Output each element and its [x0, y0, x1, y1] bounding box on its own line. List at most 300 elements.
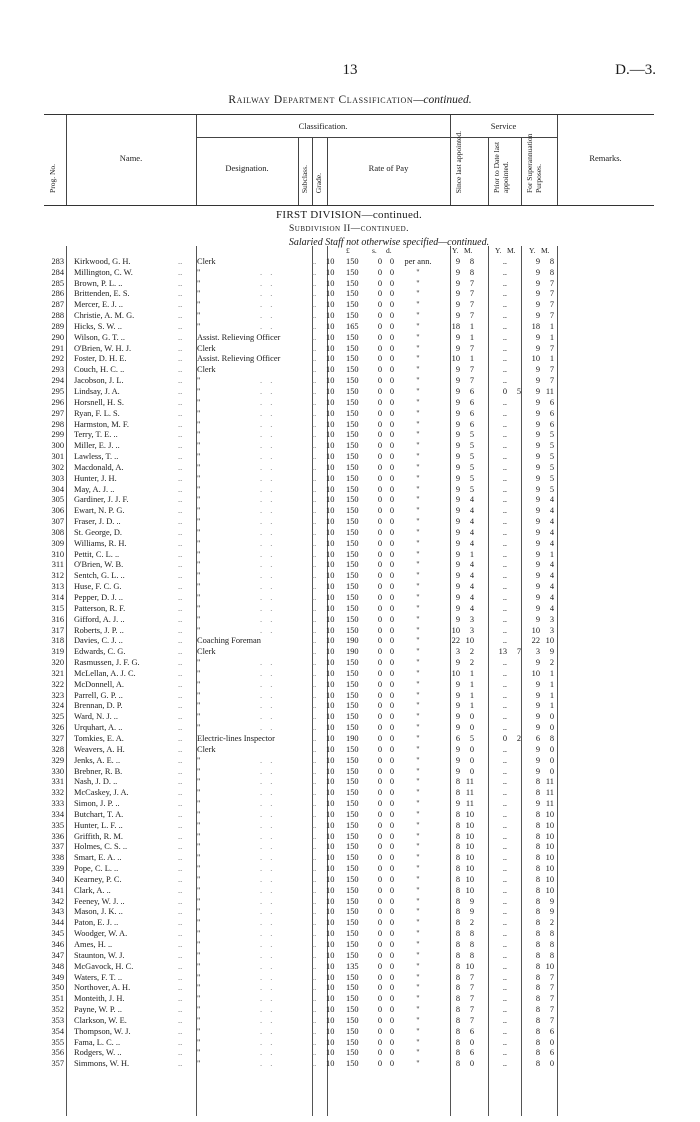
leader-dots: . .: [260, 386, 276, 396]
since-years-cell: 9: [455, 614, 460, 624]
super-months-cell: 5: [549, 452, 554, 462]
leader-dots: ..: [178, 636, 183, 646]
leader-dots: . .: [260, 961, 276, 971]
prog-no-cell: 294: [51, 376, 64, 386]
since-months-cell: 2: [469, 918, 474, 928]
grade-cell: 10: [326, 614, 335, 624]
name-cell: Mason, J. K. ..: [74, 907, 123, 917]
prior-years-cell: ..: [502, 918, 507, 928]
pay-period-cell: per ann.: [404, 256, 432, 266]
since-years-cell: 9: [455, 267, 460, 277]
super-months-cell: 2: [549, 658, 554, 668]
name-cell: Terry, T. E. ..: [74, 430, 118, 440]
pay-pounds-cell: 150: [346, 311, 359, 321]
prog-no-cell: 315: [51, 603, 64, 613]
grade-cell: 10: [326, 441, 335, 451]
since-months-cell: 1: [469, 668, 474, 678]
since-months-cell: 10: [465, 853, 474, 863]
pay-period-cell: ": [416, 723, 420, 733]
pay-period-cell: ": [416, 831, 420, 841]
pay-pence-cell: 0: [389, 820, 394, 830]
since-years-cell: 8: [455, 809, 460, 819]
prior-years-cell: ..: [502, 972, 507, 982]
pay-pounds-cell: 150: [346, 593, 359, 602]
leader-dots: ..: [312, 289, 317, 299]
since-months-cell: 0: [469, 755, 474, 765]
grade-cell: 10: [326, 593, 335, 602]
super-years-cell: 8: [535, 918, 540, 928]
pay-shillings-cell: 0: [377, 603, 382, 613]
prog-no-cell: 343: [51, 907, 64, 917]
prior-years-cell: ..: [502, 473, 507, 483]
leader-dots: ..: [178, 1005, 183, 1015]
pay-pence-cell: 0: [389, 853, 394, 863]
since-years-cell: 8: [455, 907, 460, 917]
super-months-cell: 10: [545, 853, 554, 863]
super-years-cell: 9: [535, 408, 540, 418]
super-years-cell: 9: [535, 538, 540, 548]
pay-shillings-cell: 0: [377, 506, 382, 516]
pay-pounds-cell: 150: [346, 430, 359, 440]
super-years-cell: 9: [535, 473, 540, 483]
super-years-cell: 8: [535, 842, 540, 852]
leader-dots: ..: [312, 940, 317, 949]
super-years-cell: 8: [535, 983, 540, 993]
designation-cell: ": [197, 614, 201, 624]
prior-years-cell: ..: [502, 679, 507, 689]
pay-pounds-cell: 150: [346, 701, 359, 711]
since-months-cell: 1: [469, 321, 474, 331]
pay-pence-cell: 0: [389, 484, 394, 494]
pay-shillings-cell: 0: [377, 744, 382, 754]
page-number: 13: [342, 62, 358, 78]
leader-dots: ..: [178, 885, 183, 895]
pay-pence-cell: 0: [389, 983, 394, 993]
designation-cell: ": [197, 820, 201, 830]
table-row: [44, 951, 664, 962]
name-cell: Edwards, C. G.: [74, 647, 126, 657]
super-years-cell: 8: [535, 1015, 540, 1025]
leader-dots: ..: [312, 278, 317, 288]
prior-years-cell: ..: [502, 593, 507, 602]
leader-dots: . .: [260, 1037, 276, 1047]
super-years-cell: 9: [535, 495, 540, 505]
grade-cell: 10: [326, 668, 335, 678]
since-years-cell: 9: [455, 441, 460, 451]
since-years-cell: 9: [455, 289, 460, 299]
super-months-cell: 7: [549, 994, 554, 1004]
pay-pence-cell: 0: [389, 961, 394, 971]
table-row: [44, 333, 664, 344]
leader-dots: ..: [312, 517, 317, 527]
prior-years-cell: ..: [502, 809, 507, 819]
table-row: [44, 756, 664, 767]
prior-years-cell: ..: [502, 267, 507, 277]
prior-years-cell: ..: [502, 766, 507, 776]
name-cell: McLellan, A. J. C.: [74, 668, 136, 678]
pay-shillings-cell: 0: [377, 896, 382, 906]
leader-dots: ..: [312, 354, 317, 364]
designation-cell: ": [197, 571, 201, 581]
pay-pounds-cell: 150: [346, 972, 359, 982]
prior-years-cell: ..: [502, 311, 507, 321]
prog-no-cell: 331: [51, 777, 64, 787]
grade-cell: 10: [326, 723, 335, 733]
table-row: [44, 940, 664, 951]
leader-dots: ..: [178, 972, 183, 982]
pay-pounds-cell: 150: [346, 332, 359, 342]
pay-pence-cell: 0: [389, 593, 394, 602]
leader-dots: . .: [260, 452, 276, 462]
prog-no-cell: 338: [51, 853, 64, 863]
prog-no-cell: 290: [51, 332, 64, 342]
super-months-cell: 10: [545, 842, 554, 852]
pay-shillings-cell: 0: [377, 625, 382, 635]
since-years-cell: 9: [455, 452, 460, 462]
name-cell: Lawless, T. ..: [74, 452, 119, 462]
pay-period-cell: ": [416, 853, 420, 863]
since-years-cell: 9: [455, 419, 460, 429]
leader-dots: ..: [178, 538, 183, 548]
since-years-cell: 18: [451, 321, 460, 331]
table-row: [44, 777, 664, 788]
super-years-cell: 9: [535, 376, 540, 386]
name-cell: Brittenden, E. S.: [74, 289, 130, 299]
pay-pounds-cell: 150: [346, 473, 359, 483]
leader-dots: ..: [178, 560, 183, 570]
super-months-cell: 7: [549, 972, 554, 982]
table-row: [44, 994, 664, 1005]
super-years-cell: 8: [535, 1005, 540, 1015]
pay-shillings-cell: 0: [377, 929, 382, 939]
prior-years-cell: ..: [502, 929, 507, 939]
super-months-cell: 6: [549, 1048, 554, 1058]
super-years-cell: 8: [535, 1048, 540, 1058]
pay-pence-cell: 0: [389, 397, 394, 407]
prior-years-cell: ..: [502, 441, 507, 451]
grade-cell: 10: [326, 506, 335, 516]
grade-cell: 10: [326, 1005, 335, 1015]
grade-cell: 10: [326, 289, 335, 299]
pay-period-cell: ": [416, 799, 420, 809]
leader-dots: . .: [260, 940, 276, 949]
super-months-cell: 7: [549, 1005, 554, 1015]
pay-shillings-cell: 0: [377, 311, 382, 321]
pay-period-cell: ": [416, 1005, 420, 1015]
prior-years-cell: ..: [502, 874, 507, 884]
prior-years-cell: ..: [502, 864, 507, 874]
pay-pounds-cell: 150: [346, 809, 359, 819]
super-years-cell: 9: [535, 419, 540, 429]
prog-no-cell: 348: [51, 961, 64, 971]
pay-shillings-cell: 0: [377, 614, 382, 624]
leader-dots: ..: [178, 896, 183, 906]
super-years-cell: 10: [531, 625, 540, 635]
since-months-cell: 8: [469, 929, 474, 939]
designation-cell: ": [197, 408, 201, 418]
pay-period-cell: ": [416, 940, 420, 949]
pay-shillings-cell: 0: [377, 256, 382, 266]
pay-shillings-cell: 0: [377, 972, 382, 982]
leader-dots: ..: [312, 950, 317, 960]
prog-no-cell: 302: [51, 462, 64, 472]
prior-years-cell: ..: [502, 1026, 507, 1036]
super-years-cell: 8: [535, 994, 540, 1004]
pay-pounds-cell: 150: [346, 495, 359, 505]
designation-cell: ": [197, 582, 201, 592]
prior-months-cell: 2: [516, 733, 521, 743]
table-row: [44, 485, 664, 496]
leader-dots: ..: [178, 593, 183, 602]
pay-pence-cell: 0: [389, 940, 394, 949]
leader-dots: ..: [312, 799, 317, 809]
designation-cell: Clerk: [197, 744, 216, 754]
name-cell: Nash, J. D. ..: [74, 777, 118, 787]
prior-years-cell: ..: [502, 744, 507, 754]
table-row: [44, 669, 664, 680]
super-years-cell: 9: [535, 723, 540, 733]
leader-dots: ..: [312, 809, 317, 819]
since-months-cell: 4: [469, 495, 474, 505]
table-row: [44, 560, 664, 571]
prior-years-cell: ..: [502, 820, 507, 830]
since-last-appointed-header: Since last appointed.: [454, 130, 463, 193]
leader-dots: ..: [312, 452, 317, 462]
super-years-cell: 9: [535, 582, 540, 592]
table-row: [44, 907, 664, 918]
prior-years-cell: ..: [502, 462, 507, 472]
pay-pence-cell: 0: [389, 321, 394, 331]
leader-dots: ..: [178, 397, 183, 407]
since-years-cell: 8: [455, 820, 460, 830]
prior-years-cell: ..: [502, 1005, 507, 1015]
name-cell: Clark, A. ..: [74, 885, 111, 895]
name-cell: Thompson, W. J.: [74, 1026, 131, 1036]
prog-no-cell: 306: [51, 506, 64, 516]
leader-dots: ..: [312, 733, 317, 743]
leader-dots: ..: [312, 788, 317, 798]
pay-shillings-cell: 0: [377, 864, 382, 874]
leader-dots: ..: [178, 712, 183, 722]
table-row: [44, 1059, 664, 1070]
pay-period-cell: ": [416, 983, 420, 993]
pay-pence-cell: 0: [389, 517, 394, 527]
leader-dots: ..: [312, 593, 317, 602]
pay-pounds-cell: 150: [346, 386, 359, 396]
super-years-cell: 9: [535, 549, 540, 559]
leader-dots: ..: [178, 614, 183, 624]
grade-cell: 10: [326, 788, 335, 798]
since-years-cell: 8: [455, 983, 460, 993]
table-row: [44, 973, 664, 984]
leader-dots: . .: [260, 473, 276, 483]
super-months-cell: 10: [545, 885, 554, 895]
prog-no-cell: 310: [51, 549, 64, 559]
grade-cell: 10: [326, 571, 335, 581]
since-months-cell: 10: [465, 961, 474, 971]
designation-cell: Clerk: [197, 647, 216, 657]
since-months-cell: 7: [469, 994, 474, 1004]
table-row: [44, 593, 664, 604]
pay-pounds-cell: 150: [346, 712, 359, 722]
pay-period-cell: ": [416, 820, 420, 830]
leader-dots: ..: [178, 907, 183, 917]
pay-shillings-cell: 0: [377, 462, 382, 472]
name-cell: Lindsay, J. A.: [74, 386, 120, 396]
designation-cell: ": [197, 788, 201, 798]
prog-no-cell: 316: [51, 614, 64, 624]
since-years-cell: 8: [455, 950, 460, 960]
leader-dots: ..: [178, 495, 183, 505]
leader-dots: ..: [178, 864, 183, 874]
pay-pounds-cell: 150: [346, 755, 359, 765]
super-years-cell: 8: [535, 820, 540, 830]
leader-dots: ..: [312, 473, 317, 483]
table-row: [44, 821, 664, 832]
grade-cell: 10: [326, 853, 335, 863]
table-row: [44, 539, 664, 550]
leader-dots: ..: [312, 918, 317, 928]
name-cell: Rasmussen, J. F. G.: [74, 658, 140, 668]
table-row: [44, 495, 664, 506]
super-months-cell: 6: [549, 1026, 554, 1036]
pay-pounds-cell: 150: [346, 300, 359, 310]
pay-pounds-cell: 150: [346, 614, 359, 624]
pay-pence-cell: 0: [389, 809, 394, 819]
name-cell: Mercer, E. J. ..: [74, 300, 123, 310]
leader-dots: . .: [260, 441, 276, 451]
since-months-cell: 1: [469, 690, 474, 700]
leader-dots: ..: [178, 571, 183, 581]
table-row: [44, 571, 664, 582]
leader-dots: ..: [178, 289, 183, 299]
table-row: [44, 615, 664, 626]
pay-pounds-cell: 150: [346, 571, 359, 581]
designation-cell: ": [197, 853, 201, 863]
since-years-cell: 9: [455, 571, 460, 581]
leader-dots: ..: [312, 506, 317, 516]
prior-years-cell: ..: [502, 484, 507, 494]
prog-no-cell: 313: [51, 582, 64, 592]
pay-period-cell: ": [416, 462, 420, 472]
shillings-unit: s.: [372, 246, 377, 255]
pay-shillings-cell: 0: [377, 354, 382, 364]
name-cell: Roberts, J. P. ..: [74, 625, 124, 635]
pay-shillings-cell: 0: [377, 820, 382, 830]
prior-years-cell: ..: [502, 354, 507, 364]
super-years-cell: 9: [535, 712, 540, 722]
super-months-cell: 4: [549, 495, 554, 505]
name-cell: Griffith, R. M.: [74, 831, 123, 841]
name-cell: Patterson, R. F.: [74, 603, 126, 613]
since-months-cell: 5: [469, 484, 474, 494]
designation-cell: ": [197, 994, 201, 1004]
pay-shillings-cell: 0: [377, 1037, 382, 1047]
leader-dots: ..: [312, 365, 317, 375]
prior-years-cell: ..: [502, 777, 507, 787]
table-row: [44, 918, 664, 929]
designation-cell: ": [197, 506, 201, 516]
leader-dots: ..: [178, 376, 183, 386]
leader-dots: . .: [260, 799, 276, 809]
leader-dots: ..: [312, 321, 317, 331]
leader-dots: ..: [178, 831, 183, 841]
pay-pounds-cell: 150: [346, 994, 359, 1004]
since-years-cell: 8: [455, 874, 460, 884]
name-cell: Feeney, W. J. ..: [74, 896, 125, 906]
designation-cell: ": [197, 593, 201, 602]
leader-dots: ..: [312, 549, 317, 559]
pay-pence-cell: 0: [389, 723, 394, 733]
leader-dots: ..: [312, 614, 317, 624]
super-years-cell: 8: [535, 788, 540, 798]
since-years-cell: 8: [455, 1026, 460, 1036]
designation-cell: ": [197, 885, 201, 895]
grade-cell: 10: [326, 321, 335, 331]
super-months-cell: 4: [549, 506, 554, 516]
leader-dots: ..: [178, 582, 183, 592]
pay-period-cell: ": [416, 733, 420, 743]
pay-shillings-cell: 0: [377, 809, 382, 819]
designation-cell: Assist. Relieving Officer: [197, 354, 281, 364]
leader-dots: . .: [260, 929, 276, 939]
designation-cell: ": [197, 452, 201, 462]
leader-dots: ..: [312, 1005, 317, 1015]
name-cell: Waters, F. T. ..: [74, 972, 123, 982]
table-row: [44, 517, 664, 528]
table-row: [44, 712, 664, 723]
table-row: [44, 875, 664, 886]
leader-dots: . .: [260, 777, 276, 787]
pay-pence-cell: 0: [389, 376, 394, 386]
leader-dots: ..: [312, 896, 317, 906]
since-months-cell: 8: [469, 950, 474, 960]
pay-pounds-cell: 150: [346, 560, 359, 570]
leader-dots: ..: [178, 929, 183, 939]
leader-dots: ..: [178, 1059, 183, 1069]
prog-no-cell: 349: [51, 972, 64, 982]
leader-dots: . .: [260, 1015, 276, 1025]
pay-pounds-cell: 150: [346, 842, 359, 852]
pay-period-cell: ": [416, 961, 420, 971]
pay-shillings-cell: 0: [377, 983, 382, 993]
leader-dots: ..: [312, 668, 317, 678]
pay-period-cell: ": [416, 614, 420, 624]
pay-shillings-cell: 0: [377, 755, 382, 765]
designation-cell: ": [197, 940, 201, 949]
pounds-unit: £: [346, 246, 350, 255]
table-row: [44, 311, 664, 322]
pay-pence-cell: 0: [389, 549, 394, 559]
pay-pounds-cell: 150: [346, 799, 359, 809]
pay-period-cell: ": [416, 549, 420, 559]
prog-no-cell: 350: [51, 983, 64, 993]
super-years-cell: 9: [535, 690, 540, 700]
super-months-cell: 11: [545, 799, 554, 809]
name-cell: Foster, D. H. E.: [74, 354, 127, 364]
pay-shillings-cell: 0: [377, 365, 382, 375]
name-header: Name.: [119, 153, 143, 163]
leader-dots: ..: [178, 744, 183, 754]
super-months-cell: 5: [549, 441, 554, 451]
since-years-cell: 22: [451, 636, 460, 646]
pay-pence-cell: 0: [389, 1037, 394, 1047]
prior-years-cell: ..: [502, 430, 507, 440]
pay-pence-cell: 0: [389, 1015, 394, 1025]
grade-cell: 10: [326, 365, 335, 375]
leader-dots: . .: [260, 972, 276, 982]
pay-period-cell: ": [416, 647, 420, 657]
